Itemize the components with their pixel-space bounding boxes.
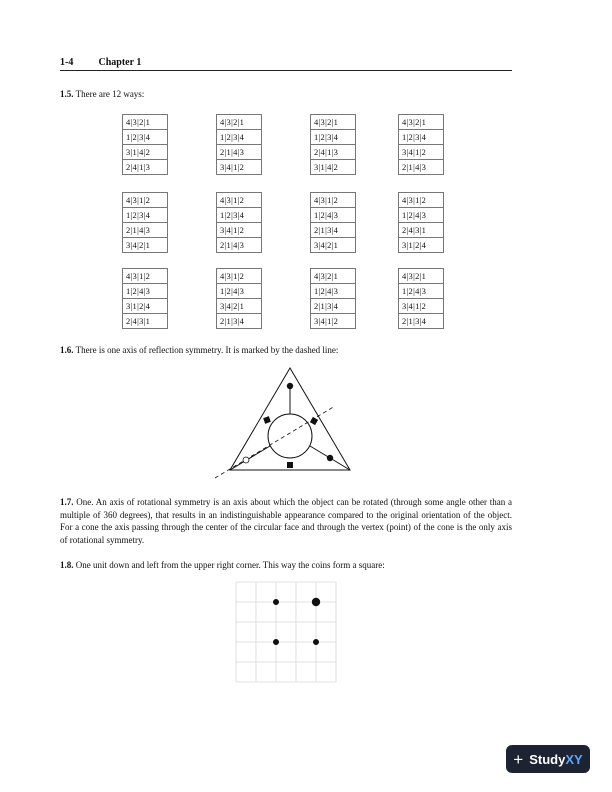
arrangement-cell: 3|4|1|2: [217, 160, 262, 175]
arrangement-cell: 3|1|2|4: [399, 238, 444, 253]
triangle-symmetry-figure: [210, 360, 360, 480]
arrangement-cell: 2|1|3|4: [399, 314, 444, 329]
square-left: [263, 416, 271, 424]
arrangement-cell: 2|1|4|3: [399, 160, 444, 175]
arrangement-table: [216, 192, 262, 253]
arrangement-row: [123, 314, 168, 329]
coin-grid-figure: [234, 580, 338, 684]
arrangement-row: [311, 145, 356, 160]
arrangement-row: [217, 314, 262, 329]
arrangement-row: [217, 160, 262, 175]
arrangement-row: [399, 160, 444, 175]
arrangement-cell: 1|2|3|4: [123, 130, 168, 145]
problem-number: 1.5.: [60, 89, 74, 99]
arrangement-row: [399, 208, 444, 223]
problem-number: 1.6.: [60, 345, 74, 355]
arrangement-table: [122, 268, 168, 329]
chapter-title: Chapter 1: [98, 57, 142, 68]
arrangement-cell: 1|2|3|4: [217, 208, 262, 223]
arrangement-cell: 1|2|3|4: [123, 208, 168, 223]
arrangement-row: [217, 130, 262, 145]
arrangement-row: [311, 130, 356, 145]
arrangement-cell: 2|1|3|4: [217, 314, 262, 329]
problem-number: 1.8.: [60, 560, 74, 570]
arrangement-row: [399, 299, 444, 314]
arrangement-row: [217, 145, 262, 160]
arrangement-row: [217, 223, 262, 238]
arrangement-row: [123, 284, 168, 299]
arrangement-row: [123, 223, 168, 238]
arrangement-row: [217, 269, 262, 284]
coin: [273, 639, 279, 645]
problem-1-8: [60, 559, 512, 572]
arrangement-row: [123, 208, 168, 223]
arrangement-cell: 2|4|1|3: [311, 145, 356, 160]
arrangement-cell: 1|2|4|3: [311, 284, 356, 299]
problem-1-5: [60, 88, 512, 101]
square-bottom: [287, 462, 293, 468]
header-divider: [60, 70, 512, 71]
square-right: [310, 417, 318, 425]
arrangement-cell: 4|3|1|2: [123, 269, 168, 284]
arrangement-cell: 1|2|4|3: [217, 284, 262, 299]
arrangement-row: [123, 299, 168, 314]
arrangement-table: [216, 268, 262, 329]
arrangement-cell: 4|3|1|2: [311, 193, 356, 208]
arrangement-row: [399, 284, 444, 299]
arrangement-row: [311, 160, 356, 175]
page-number: 1-4: [60, 57, 74, 68]
arrangement-row: [311, 284, 356, 299]
arrangement-cell: 1|2|4|3: [311, 208, 356, 223]
arrangement-cell: 4|3|2|1: [311, 115, 356, 130]
arrangement-cell: 2|4|3|1: [123, 314, 168, 329]
arrangement-row: [311, 208, 356, 223]
arrangement-row: [311, 115, 356, 130]
problem-number: 1.7.: [60, 497, 74, 507]
arrangement-row: [217, 284, 262, 299]
coin: [273, 599, 279, 605]
arrangement-cell: 4|3|1|2: [123, 193, 168, 208]
arrangement-row: [311, 269, 356, 284]
arrangement-table: [310, 268, 356, 329]
center-circle: [268, 414, 312, 458]
arrangement-cell: 4|3|2|1: [311, 269, 356, 284]
arrangement-row: [399, 238, 444, 253]
arrangement-table: [216, 114, 262, 175]
arrangement-row: [123, 160, 168, 175]
open-dot-left: [243, 457, 249, 463]
arrangement-table: [398, 268, 444, 329]
arrangement-cell: 4|3|1|2: [399, 193, 444, 208]
arrangement-cell: 3|4|2|1: [123, 238, 168, 253]
spoke-left: [230, 446, 270, 470]
arrangement-cell: 4|3|1|2: [217, 193, 262, 208]
arrangement-cell: 2|1|3|4: [311, 299, 356, 314]
arrangement-cell: 1|2|3|4: [311, 130, 356, 145]
arrangement-cell: 1|2|3|4: [217, 130, 262, 145]
arrangement-cell: 4|3|2|1: [123, 115, 168, 130]
arrangement-cell: 3|1|2|4: [123, 299, 168, 314]
arrangement-cell: 3|4|2|1: [311, 238, 356, 253]
arrangement-cell: 3|4|1|2: [399, 145, 444, 160]
arrangement-row: [311, 314, 356, 329]
arrangement-row: [399, 223, 444, 238]
arrangement-row: [123, 238, 168, 253]
arrangement-row: [399, 314, 444, 329]
arrangement-cell: 2|1|4|3: [217, 238, 262, 253]
arrangement-cell: 2|1|3|4: [311, 223, 356, 238]
arrangement-cell: 3|4|1|2: [311, 314, 356, 329]
brand-word-xy: XY: [565, 751, 583, 767]
dot-top: [287, 383, 293, 389]
coin: [313, 639, 319, 645]
problem-1-7: [60, 496, 512, 546]
arrangement-table: [398, 114, 444, 175]
arrangement-row: [217, 238, 262, 253]
arrangement-table: [310, 114, 356, 175]
arrangement-row: [123, 269, 168, 284]
arrangement-row: [399, 269, 444, 284]
plus-icon: +: [513, 749, 524, 769]
arrangement-cell: 4|3|1|2: [217, 269, 262, 284]
arrangement-cell: 1|2|4|3: [399, 284, 444, 299]
arrangement-cell: 2|4|3|1: [399, 223, 444, 238]
arrangement-row: [399, 193, 444, 208]
arrangement-cell: 2|1|4|3: [217, 145, 262, 160]
arrangement-row: [217, 299, 262, 314]
arrangement-cell: 3|1|4|2: [311, 160, 356, 175]
arrangement-row: [311, 299, 356, 314]
arrangement-cell: 4|3|2|1: [399, 115, 444, 130]
arrangement-row: [123, 145, 168, 160]
arrangement-row: [311, 238, 356, 253]
arrangement-row: [311, 223, 356, 238]
arrangement-row: [399, 130, 444, 145]
arrangement-row: [399, 115, 444, 130]
problem-1-6: [60, 344, 512, 357]
problem-text: There is one axis of reflection symmetry. It is marked by the dashed line:: [75, 345, 339, 355]
problem-text: One unit down and left from the upper right corner. This way the coins form a square:: [75, 560, 385, 570]
arrangement-cell: 1|2|3|4: [399, 130, 444, 145]
dot-right: [327, 455, 333, 461]
arrangement-row: [217, 208, 262, 223]
arrangement-table: [398, 192, 444, 253]
reflection-axis-dashed: [215, 406, 335, 478]
page-header: [60, 57, 512, 68]
arrangement-cell: 2|4|1|3: [123, 160, 168, 175]
arrangement-row: [123, 130, 168, 145]
arrangement-table: [122, 114, 168, 175]
arrangement-cell: 3|4|2|1: [217, 299, 262, 314]
arrangement-cell: 3|4|1|2: [217, 223, 262, 238]
problem-text: One. An axis of rotational symmetry is an axis about which the object can be rotated (through some angle other than a multiple of 360 degrees), that results in an indistinguishable appearance compared to the original orientation of the object. For a cone the axis passing through the center of the circular face and through the vertex (point) of the cone is the only axis of rotational symmetry.: [60, 497, 513, 545]
coin: [312, 598, 320, 606]
arrangement-row: [311, 193, 356, 208]
arrangement-cell: 4|3|2|1: [399, 269, 444, 284]
arrangement-table: [122, 192, 168, 253]
arrangement-row: [217, 193, 262, 208]
problem-text: There are 12 ways:: [75, 89, 145, 99]
arrangement-cell: 3|1|4|2: [123, 145, 168, 160]
arrangement-cell: 1|2|4|3: [399, 208, 444, 223]
brand-word-study: Study: [529, 751, 566, 767]
arrangement-row: [399, 145, 444, 160]
arrangement-cell: 2|1|4|3: [123, 223, 168, 238]
arrangement-cell: 1|2|4|3: [123, 284, 168, 299]
arrangement-cell: 3|4|1|2: [399, 299, 444, 314]
arrangement-row: [123, 193, 168, 208]
arrangement-row: [123, 115, 168, 130]
studyxy-badge[interactable]: [506, 745, 590, 773]
arrangement-table: [310, 192, 356, 253]
arrangement-cell: 4|3|2|1: [217, 115, 262, 130]
arrangement-row: [217, 115, 262, 130]
